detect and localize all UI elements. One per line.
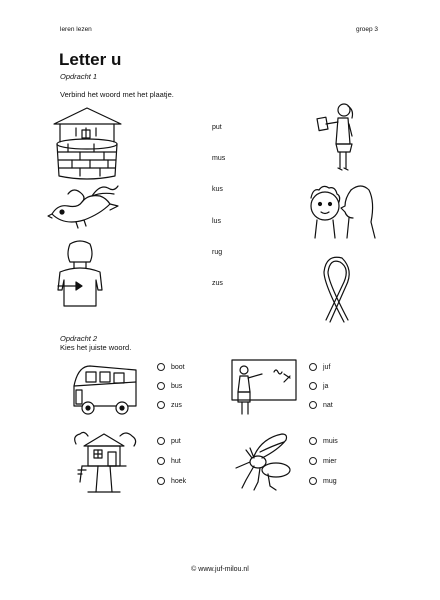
option-juf[interactable] (309, 363, 330, 371)
radio-button[interactable] (157, 437, 165, 445)
header-left: leren lezen (60, 26, 92, 33)
option-nat[interactable] (309, 401, 333, 409)
option-label: mug (323, 477, 337, 485)
radio-button[interactable] (309, 437, 317, 445)
exercise1-label: Opdracht 1 (60, 72, 98, 81)
option-label: boot (171, 363, 185, 371)
word-mus[interactable]: mus (212, 155, 226, 162)
ribbon-picture[interactable] (310, 256, 364, 324)
option-ja[interactable] (309, 382, 328, 390)
radio-button[interactable] (157, 363, 165, 371)
option-mug[interactable] (309, 477, 337, 485)
option-put[interactable] (157, 437, 181, 445)
footer-credit: © www.juf-milou.nl (191, 566, 249, 573)
option-label: hut (171, 457, 181, 465)
mosquito-picture[interactable] (232, 432, 298, 492)
bird-picture[interactable] (48, 184, 120, 229)
option-hut[interactable] (157, 457, 181, 465)
kiss-picture[interactable] (305, 182, 377, 240)
radio-button[interactable] (309, 477, 317, 485)
option-hoek[interactable] (157, 477, 186, 485)
exercise1-instruction: Verbind het woord met het plaatje. (60, 90, 174, 99)
exercise2-instruction: Kies het juiste woord. (60, 343, 132, 352)
radio-button[interactable] (157, 401, 165, 409)
word-put[interactable]: put (212, 124, 222, 131)
page-title: Letter u (59, 50, 122, 69)
option-label: juf (323, 363, 331, 371)
option-muis[interactable] (309, 437, 338, 445)
option-mier[interactable] (309, 457, 337, 465)
radio-button[interactable] (157, 382, 165, 390)
option-label: hoek (171, 477, 187, 485)
word-rug[interactable]: rug (212, 249, 223, 256)
bus-picture[interactable] (70, 360, 140, 420)
option-label: muis (323, 437, 338, 445)
radio-button[interactable] (309, 363, 317, 371)
option-label: zus (171, 401, 182, 409)
option-boot[interactable] (157, 363, 185, 371)
radio-button[interactable] (309, 382, 317, 390)
option-label: nat (323, 401, 333, 409)
back-picture[interactable] (54, 240, 106, 308)
radio-button[interactable] (157, 477, 165, 485)
word-zus[interactable]: zus (212, 280, 223, 287)
treehouse-picture[interactable] (68, 432, 140, 494)
word-kus[interactable]: kus (212, 186, 223, 193)
radio-button[interactable] (157, 457, 165, 465)
option-label: put (171, 437, 181, 445)
option-label: mier (323, 457, 337, 465)
header-right: groep 3 (356, 26, 379, 33)
option-label: ja (323, 382, 329, 390)
radio-button[interactable] (309, 401, 317, 409)
teacher-picture[interactable] (228, 358, 298, 418)
option-label: bus (171, 382, 183, 390)
exercise2-label: Opdracht 2 (60, 334, 98, 343)
option-bus[interactable] (157, 382, 182, 390)
well-picture[interactable] (50, 106, 125, 181)
girl-picture[interactable] (318, 100, 358, 174)
option-zus[interactable] (157, 401, 182, 409)
word-lus[interactable]: lus (212, 218, 221, 225)
radio-button[interactable] (309, 457, 317, 465)
